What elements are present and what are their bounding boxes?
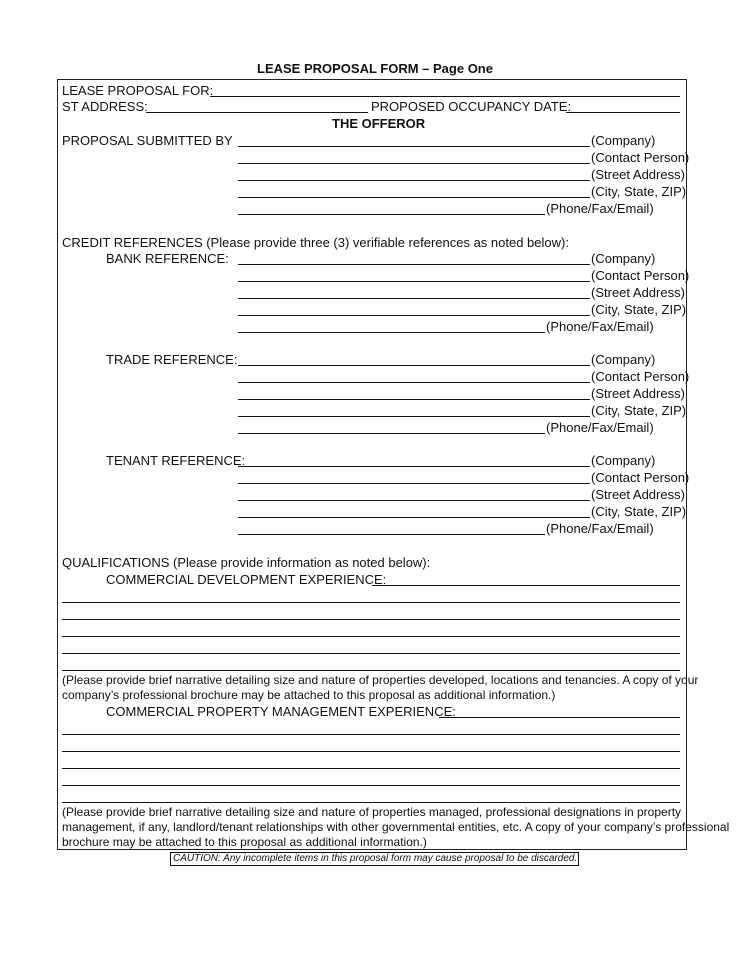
lease-for-label: LEASE PROPOSAL FOR: bbox=[62, 83, 214, 98]
management-line[interactable] bbox=[62, 785, 680, 786]
trade-reference-label: TRADE REFERENCE: bbox=[106, 352, 238, 367]
company-label: (Company) bbox=[591, 352, 656, 367]
caution-notice: CAUTION: Any incomplete items in this proposal form may cause proposal to be discarded. bbox=[170, 852, 579, 866]
street-label: (Street Address) bbox=[591, 386, 685, 401]
city-label: (City, State, ZIP) bbox=[591, 504, 687, 519]
tenant-company-field[interactable] bbox=[238, 466, 590, 467]
development-line[interactable] bbox=[62, 636, 680, 637]
form-title: LEASE PROPOSAL FORM – Page One bbox=[257, 61, 493, 76]
offeror-heading: THE OFFEROR bbox=[332, 116, 426, 131]
st-address-field[interactable] bbox=[146, 112, 368, 113]
contact-label: (Contact Person) bbox=[591, 470, 690, 485]
tenant-street-field[interactable] bbox=[238, 500, 590, 501]
phone-label: (Phone/Fax/Email) bbox=[546, 420, 654, 435]
development-experience-label: COMMERCIAL DEVELOPMENT EXPERIENCE: bbox=[106, 572, 387, 587]
city-label: (City, State, ZIP) bbox=[591, 403, 687, 418]
tenant-phone-field[interactable] bbox=[238, 534, 545, 535]
development-note-line-1: (Please provide brief narrative detailing size and nature of properties developed, locations and tenancies. A copy of your bbox=[62, 673, 699, 687]
tenant-city-field[interactable] bbox=[238, 517, 590, 518]
submitted-city-field[interactable] bbox=[238, 197, 590, 198]
management-note-line-1: (Please provide brief narrative detailing size and nature of properties managed, professional designations in property bbox=[62, 805, 682, 819]
street-label: (Street Address) bbox=[591, 167, 685, 182]
company-label: (Company) bbox=[591, 453, 656, 468]
submitted-phone-field[interactable] bbox=[238, 214, 545, 215]
trade-street-field[interactable] bbox=[238, 399, 590, 400]
management-line[interactable] bbox=[62, 751, 680, 752]
development-line[interactable] bbox=[62, 619, 680, 620]
management-note-line-2: management, if any, landlord/tenant relationships with other governmental entities, etc. A copy of your company’s professional bbox=[62, 820, 730, 834]
submitted-company-field[interactable] bbox=[238, 146, 590, 147]
bank-company-field[interactable] bbox=[238, 264, 590, 265]
bank-contact-field[interactable] bbox=[238, 281, 590, 282]
management-experience-label: COMMERCIAL PROPERTY MANAGEMENT EXPERIENCE: bbox=[106, 704, 456, 719]
tenant-contact-field[interactable] bbox=[238, 483, 590, 484]
development-line[interactable] bbox=[62, 653, 680, 654]
credit-heading: CREDIT REFERENCES (Please provide three (3) verifiable references as noted below): bbox=[62, 235, 569, 250]
occupancy-date-field[interactable] bbox=[566, 112, 680, 113]
management-line[interactable] bbox=[62, 768, 680, 769]
development-note-line-2: company’s professional brochure may be attached to this proposal as additional information.) bbox=[62, 688, 556, 702]
trade-contact-field[interactable] bbox=[238, 382, 590, 383]
company-label: (Company) bbox=[591, 251, 656, 266]
phone-label: (Phone/Fax/Email) bbox=[546, 319, 654, 334]
contact-label: (Contact Person) bbox=[591, 150, 690, 165]
bank-city-field[interactable] bbox=[238, 315, 590, 316]
management-note-line-3: brochure may be attached to this proposal as additional information.) bbox=[62, 835, 427, 849]
bank-phone-field[interactable] bbox=[238, 332, 545, 333]
street-label: (Street Address) bbox=[591, 285, 685, 300]
tenant-reference-label: TENANT REFERENCE: bbox=[106, 453, 246, 468]
development-experience-field[interactable] bbox=[372, 585, 680, 586]
management-line[interactable] bbox=[62, 802, 680, 803]
street-label: (Street Address) bbox=[591, 487, 685, 502]
management-line[interactable] bbox=[62, 734, 680, 735]
contact-label: (Contact Person) bbox=[591, 268, 690, 283]
trade-phone-field[interactable] bbox=[238, 433, 545, 434]
trade-company-field[interactable] bbox=[238, 365, 590, 366]
st-address-label: ST ADDRESS: bbox=[62, 99, 148, 114]
phone-label: (Phone/Fax/Email) bbox=[546, 201, 654, 216]
trade-city-field[interactable] bbox=[238, 416, 590, 417]
city-label: (City, State, ZIP) bbox=[591, 302, 687, 317]
submitted-by-label: PROPOSAL SUBMITTED BY bbox=[62, 133, 233, 148]
city-label: (City, State, ZIP) bbox=[591, 184, 687, 199]
submitted-contact-field[interactable] bbox=[238, 163, 590, 164]
company-label: (Company) bbox=[591, 133, 656, 148]
submitted-street-field[interactable] bbox=[238, 180, 590, 181]
lease-for-field[interactable] bbox=[210, 96, 680, 97]
occupancy-date-label: PROPOSED OCCUPANCY DATE: bbox=[371, 99, 572, 114]
bank-street-field[interactable] bbox=[238, 298, 590, 299]
bank-reference-label: BANK REFERENCE: bbox=[106, 251, 229, 266]
management-experience-field[interactable] bbox=[439, 717, 680, 718]
development-line[interactable] bbox=[62, 602, 680, 603]
phone-label: (Phone/Fax/Email) bbox=[546, 521, 654, 536]
qualifications-heading: QUALIFICATIONS (Please provide information as noted below): bbox=[62, 555, 431, 570]
development-line[interactable] bbox=[62, 670, 680, 671]
contact-label: (Contact Person) bbox=[591, 369, 690, 384]
